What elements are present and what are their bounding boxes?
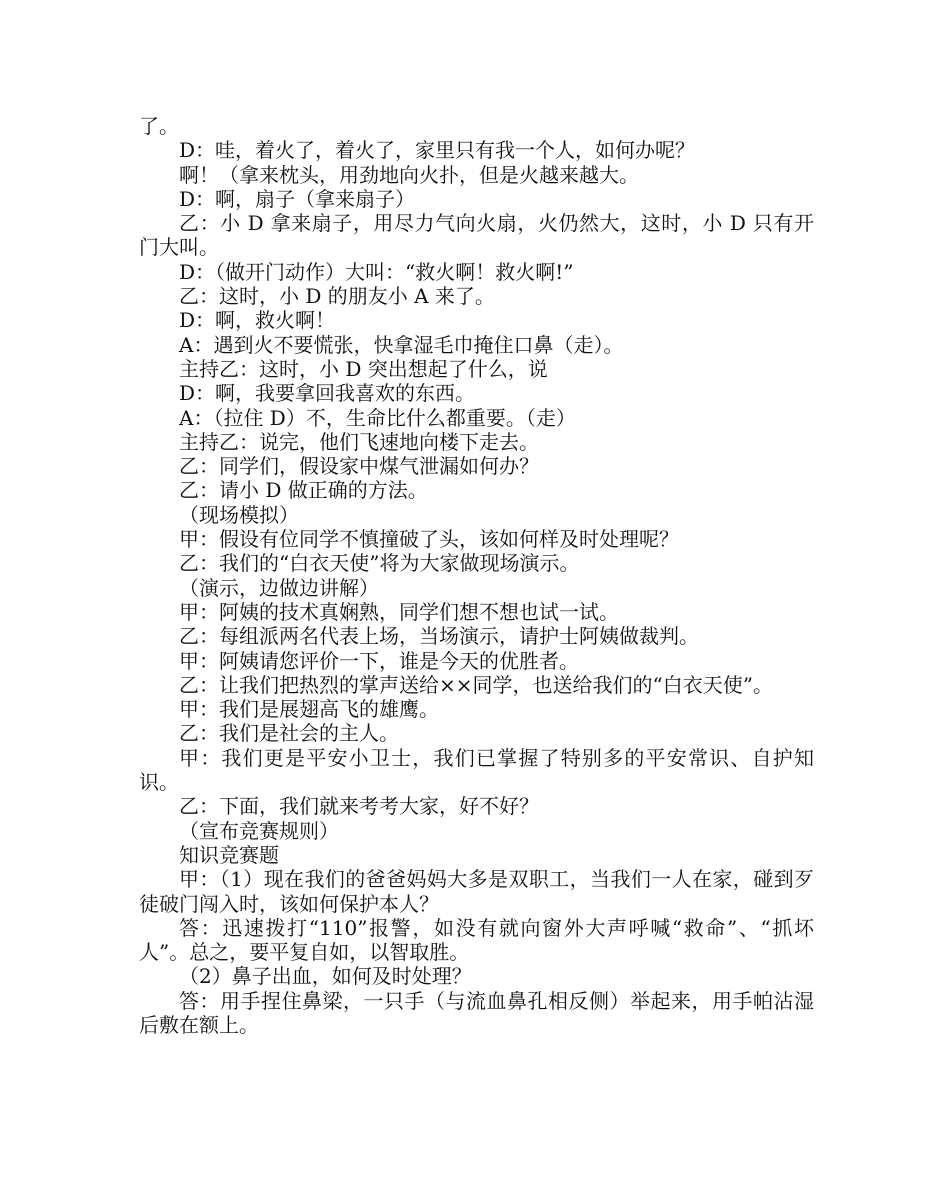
text-line: 甲：我们更是平安小卫士，我们已掌握了特别多的平安常识、自护知识。 xyxy=(139,745,814,795)
text-line: 乙：每组派两名代表上场，当场演示，请护士阿姨做裁判。 xyxy=(179,624,699,649)
text-line: 答：用手捏住鼻梁，一只手（与流血鼻孔相反侧）举起来，用手帕沾湿后敷在额上。 xyxy=(139,988,814,1037)
text-line: 主持乙：说完，他们飞速地向楼下走去。 xyxy=(179,429,539,454)
text-line: A：遇到火不要慌张，快拿湿毛巾掩住口鼻（走）。 xyxy=(179,332,624,357)
text-line: 甲：阿姨请您评价一下，谁是今天的优胜者。 xyxy=(179,648,579,673)
text-line: 甲：我们是展翅高飞的雄鹰。 xyxy=(179,697,439,722)
text-line: D：（做开门动作）大叫：“救火啊！救火啊!” xyxy=(179,259,574,284)
text-line: D：哇，着火了，着火了，家里只有我一个人，如何办呢？ xyxy=(179,138,696,163)
text-line: 乙：同学们，假设家中煤气泄漏如何办？ xyxy=(179,454,539,479)
text-line: 乙：我们的“白衣天使”将为大家做现场演示。 xyxy=(179,551,580,576)
text-line: 甲：阿姨的技术真娴熟，同学们想不想也试一试。 xyxy=(179,599,619,624)
text-line: D：啊，我要拿回我喜欢的东西。 xyxy=(179,381,476,406)
text-line: 了。 xyxy=(139,114,179,138)
text-line: （2）鼻子出血，如何及时处理？ xyxy=(179,964,472,989)
text-line: （现场模拟） xyxy=(179,502,299,527)
text-line: 乙：小 D 拿来扇子，用尽力气向火扇，火仍然大，这时，小 D 只有开门大叫。 xyxy=(139,211,814,260)
text-line: 乙：下面，我们就来考考大家，好不好？ xyxy=(179,794,539,819)
document-body xyxy=(139,114,814,1037)
text-line: （演示，边做边讲解） xyxy=(179,575,379,600)
text-line: 甲：假设有位同学不慎撞破了头，该如何样及时处理呢？ xyxy=(179,527,679,552)
text-line: 啊！（拿来枕头，用劲地向火扑，但是火越来越大。 xyxy=(179,162,639,187)
text-line: 乙：请小 D 做正确的方法。 xyxy=(179,478,428,503)
text-line: D：啊，救火啊！ xyxy=(179,308,336,333)
text-line: 知识竞赛题 xyxy=(179,842,279,867)
text-line: A：（拉住 D）不，生命比什么都重要。（走） xyxy=(179,405,576,430)
text-line: 乙：这时，小 D 的朋友小 A 来了。 xyxy=(179,284,495,309)
text-line: （宣布竞赛规则） xyxy=(179,818,339,843)
text-line: 答：迅速拨打“110”报警，如没有就向窗外大声呼喊“救命”、“抓坏人”。总之，要平复自如，以智取胜。 xyxy=(139,915,814,965)
text-line: 乙：让我们把热烈的掌声送给××同学，也送给我们的“白衣天使”。 xyxy=(179,672,773,697)
text-line: 乙：我们是社会的主人。 xyxy=(179,721,399,746)
text-line: 甲：（1）现在我们的爸爸妈妈大多是双职工，当我们一人在家，碰到歹徒破门闯入时，该如何保护本人？ xyxy=(139,867,814,916)
text-line: D：啊，扇子（拿来扇子） xyxy=(179,186,416,211)
text-line: 主持乙：这时，小 D 突出想起了什么，说 xyxy=(179,356,548,381)
